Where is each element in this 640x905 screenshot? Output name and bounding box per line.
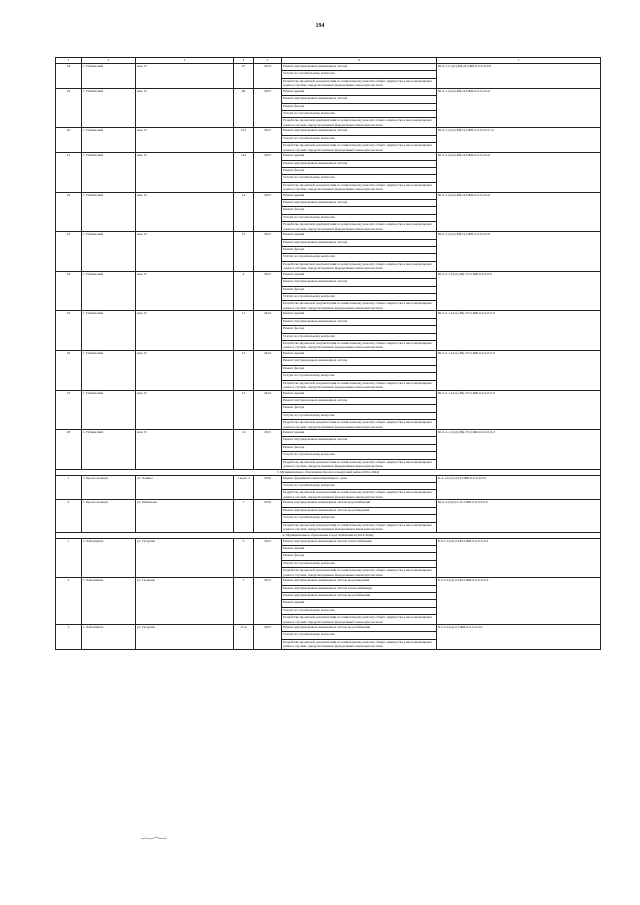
- work-type-cell: Ремонт внутридомовых инженерных систем: [282, 239, 437, 246]
- object-number: 2: [56, 500, 82, 532]
- section-title: 3. Муниципальное образование Красноселькупский район (2014-2044): [56, 469, 601, 475]
- street-cell: мкр 13: [136, 128, 234, 153]
- work-type-cell: Разработка проектной документации по капитальному ремонту общего имущества в многоквартирных домах в случаях, предусмотренных федеральным законодательством: [282, 490, 437, 500]
- work-type-cell: Услуги по строительному контролю: [282, 607, 437, 614]
- year-cell: 2015: [254, 128, 282, 153]
- work-type-cell: Ремонт фасада: [282, 247, 437, 254]
- settlement-cell: г. Губкинский: [82, 192, 136, 232]
- building-code-cell: Ш-3-2-1-С(ат)-Вф-ТЭ-СЖБ-0-0-0-0-0-0: [437, 311, 601, 351]
- street-cell: мкр 13: [136, 153, 234, 193]
- work-type-cell: Ремонт фасада: [282, 365, 437, 372]
- house-number-cell: 11: [234, 311, 254, 351]
- street-cell: мкр 14: [136, 192, 234, 232]
- work-type-cell: Ремонт крыши: [282, 153, 437, 160]
- object-number: 27: [56, 390, 82, 430]
- building-code-cell: Б-5-1-С(ат)-0-ПП-СЖБ-0-0-0-0-0-0: [437, 538, 601, 578]
- work-type-cell: Ремонт фасада: [282, 207, 437, 214]
- work-type-cell: Ремонт крыши: [282, 192, 437, 199]
- work-type-cell: Ремонт внутридомовых инженерных систем водоснабжения: [282, 592, 437, 599]
- year-cell: 2015: [254, 578, 282, 625]
- street-cell: мкр 15: [136, 271, 234, 311]
- year-cell: 2015: [254, 192, 282, 232]
- work-type-cell: Разработка проектной документации по капитальному ремонту общего имущества в многоквартирных домах в случаях, предусмотренных федеральным законодательством: [282, 568, 437, 578]
- object-number: 19: [56, 88, 82, 128]
- work-type-cell: Ремонт внутридомовых инженерных систем водоотведения: [282, 578, 437, 585]
- year-cell: 2015: [254, 232, 282, 272]
- work-type-cell: Ремонт внутридомовых инженерных систем теплоснабжения: [282, 538, 437, 545]
- column-number: 3: [136, 58, 234, 64]
- building-code-cell: Ш-2-3-С(ат)-С-П-СЖБ-0-0-0-0-0-0: [437, 500, 601, 532]
- settlement-cell: г. Губкинский: [82, 128, 136, 153]
- work-type-cell: Разработка проектной документации по капитальному ремонту общего имущества в многоквартирных домах в случаях, предусмотренных федеральным законодательством: [282, 615, 437, 625]
- house-number-cell: 4: [234, 271, 254, 311]
- work-type-cell: Услуги по строительному контролю: [282, 560, 437, 567]
- work-type-cell: Ремонт внутридомовых инженерных систем: [282, 437, 437, 444]
- street-cell: мкр 14: [136, 232, 234, 272]
- work-type-cell: Ремонт фасада: [282, 553, 437, 560]
- work-type-cell: Разработка проектной документации по капитальному ремонту общего имущества в многоквартирных домах в случаях, предусмотренных федеральным законодательством: [282, 459, 437, 469]
- street-cell: ул. Гагарина: [136, 625, 234, 650]
- object-number: 2: [56, 578, 82, 625]
- settlement-cell: г. Лабытнанги: [82, 578, 136, 625]
- settlement-cell: г. Губкинский: [82, 390, 136, 430]
- object-number: 25: [56, 311, 82, 351]
- work-type-cell: Услуги по строительному контролю: [282, 483, 437, 490]
- work-type-cell: Ремонт крыши: [282, 600, 437, 607]
- work-type-cell: Разработка проектной документации по капитальному ремонту общего имущества в многоквартирных домах в случаях, предусмотренных федеральным законодательством: [282, 261, 437, 271]
- building-code-cell: Ш-3-1-С(ат)-Вф-Ц-СЖБ-0-0-0-0-0-С-0: [437, 128, 601, 153]
- street-cell: мкр 15: [136, 311, 234, 351]
- work-type-cell: Разработка проектной документации по капитальному ремонту общего имущества в многоквартирных домах в случаях, предусмотренных федеральным законодательством: [282, 301, 437, 311]
- settlement-cell: г. Лабытнанги: [82, 625, 136, 650]
- work-type-cell: Услуги по строительному контролю: [282, 452, 437, 459]
- column-number: 6: [282, 58, 437, 64]
- settlement-cell: г. Губкинский: [82, 88, 136, 128]
- object-number: 24: [56, 271, 82, 311]
- work-type-cell: Ремонт крыши: [282, 88, 437, 95]
- year-cell: 2015: [254, 625, 282, 650]
- building-code-cell: Ш-3-1-С(ат)-Вф-Ц-СЖБ-0-0-0-0-0-0: [437, 88, 601, 128]
- work-type-cell: Услуги по строительному контролю: [282, 293, 437, 300]
- work-type-cell: Ремонт крыши: [282, 390, 437, 397]
- table-row: [56, 232, 601, 239]
- year-cell: 2015: [254, 153, 282, 193]
- work-type-cell: Услуги по строительному контролю: [282, 214, 437, 221]
- work-type-cell: Разработка проектной документации по капитальному ремонту общего имущества в многоквартирных домах в случаях, предусмотренных федеральным законодательством: [282, 639, 437, 649]
- settlement-cell: г. Губкинский: [82, 64, 136, 89]
- work-type-cell: Ремонт внутридомовых инженерных систем: [282, 279, 437, 286]
- page-number: 194: [315, 23, 325, 29]
- work-type-cell: Услуги по строительному контролю: [282, 515, 437, 522]
- work-type-cell: Ремонт фасада: [282, 167, 437, 174]
- street-cell: мкр 15: [136, 430, 234, 470]
- settlement-cell: с. Красноселькуп: [82, 475, 136, 500]
- year-cell: 2016: [254, 475, 282, 500]
- settlement-cell: г. Губкинский: [82, 350, 136, 390]
- house-number-cell: 7: [234, 578, 254, 625]
- section-title: 4. Муниципальное образование город Лабытнанги (2014-2044): [56, 532, 601, 538]
- settlement-cell: г. Губкинский: [82, 311, 136, 351]
- building-code-cell: К-2-1-С(ат)-0-П-СЖБ-0-0-0-0-0-0: [437, 475, 601, 500]
- work-type-cell: Ремонт фасада: [282, 405, 437, 412]
- table-row: [56, 350, 601, 357]
- object-number: 3: [56, 625, 82, 650]
- street-cell: мкр 13: [136, 88, 234, 128]
- building-code-cell: Ш-3-2-1-С(ат)-Вф-ТЭ-СЖБ-0-0-0-0-0: [437, 271, 601, 311]
- table-row: [56, 430, 601, 437]
- house-number-cell: 14: [234, 192, 254, 232]
- object-number: 23: [56, 232, 82, 272]
- year-cell: 2014: [254, 311, 282, 351]
- work-type-cell: Услуги по строительному контролю: [282, 71, 437, 78]
- work-type-cell: Ремонт внутридомовых инженерных систем: [282, 318, 437, 325]
- settlement-cell: г. Губкинский: [82, 232, 136, 272]
- house-number-cell: 104: [234, 153, 254, 193]
- object-number: 28: [56, 430, 82, 470]
- work-type-cell: Ремонт внутридомовых инженерных систем: [282, 128, 437, 135]
- work-type-cell: Ремонт фасада: [282, 444, 437, 451]
- object-number: 1: [56, 538, 82, 578]
- work-type-cell: Ремонт фасада: [282, 326, 437, 333]
- work-type-cell: Разработка проектной документации по капитальному ремонту общего имущества в многоквартирных домах в случаях, предусмотренных федеральным законодательством: [282, 222, 437, 232]
- work-type-cell: Разработка проектной документации по капитальному ремонту общего имущества в многоквартирных домах в случаях, предусмотренных федеральным законодательством: [282, 380, 437, 390]
- table-row: [56, 192, 601, 199]
- work-type-cell: Разработка проектной документации по капитальному ремонту общего имущества в многоквартирных домах в случаях, предусмотренных федеральным законодательством: [282, 143, 437, 153]
- table-row: [56, 64, 601, 71]
- work-type-cell: Ремонт внутридомовых инженерных систем: [282, 64, 437, 71]
- building-code-cell: Ш-5-1-С(ат)-Вф-Ц-СЖБ-0-0-0-0-0-0: [437, 232, 601, 272]
- work-type-cell: Разработка проектной документации по капитальному ремонту общего имущества в многоквартирных домах в случаях, предусмотренных федеральным законодательством: [282, 118, 437, 128]
- house-number-cell: 15 А: [234, 625, 254, 650]
- work-type-cell: Ремонт крыши: [282, 430, 437, 437]
- work-type-cell: Ремонт фундамента многоквартирного дома: [282, 475, 437, 482]
- year-cell: 2015: [254, 88, 282, 128]
- work-type-cell: Разработка проектной документации по капитальному ремонту общего имущества в многоквартирных домах в случаях, предусмотренных федеральным законодательством: [282, 522, 437, 532]
- table-row: [56, 153, 601, 160]
- house-number-cell: 1 корп. 2: [234, 475, 254, 500]
- work-type-cell: Ремонт крыши: [282, 311, 437, 318]
- work-type-cell: Услуги по строительному контролю: [282, 135, 437, 142]
- column-number: 1: [56, 58, 82, 64]
- work-type-cell: Услуги по строительному контролю: [282, 333, 437, 340]
- settlement-cell: г. Лабытнанги: [82, 538, 136, 578]
- work-type-cell: Ремонт фасада: [282, 103, 437, 110]
- work-type-cell: Ремонт крыши: [282, 232, 437, 239]
- work-type-cell: Разработка проектной документации по капитальному ремонту общего имущества в многоквартирных домах в случаях, предусмотренных федеральным законодательством: [282, 78, 437, 88]
- table-row: [56, 625, 601, 632]
- work-type-cell: Ремонт крыши: [282, 271, 437, 278]
- work-type-cell: Разработка проектной документации по капитальному ремонту общего имущества в многоквартирных домах в случаях, предусмотренных федеральным законодательством: [282, 182, 437, 192]
- year-cell: 2014: [254, 350, 282, 390]
- object-number: 18: [56, 64, 82, 89]
- house-number-cell: 7: [234, 500, 254, 532]
- house-number-cell: 101: [234, 128, 254, 153]
- work-type-cell: Ремонт внутридомовых инженерных систем водоснабжения: [282, 625, 437, 632]
- work-type-cell: Разработка проектной документации по капитальному ремонту общего имущества в многоквартирных домах в случаях, предусмотренных федеральным законодательством: [282, 340, 437, 350]
- building-code-cell: Ш-3-3-С(ат)-Вф-Ц-СЖБ-0-0-0-0-0-0: [437, 192, 601, 232]
- table-row: [56, 88, 601, 95]
- building-code-cell: Ш-3-2-1-С(ат)-Вф-ТЭ-СЖБ-0-0-0-0-0-0: [437, 350, 601, 390]
- house-number-cell: 5: [234, 538, 254, 578]
- work-type-cell: Услуги по строительному контролю: [282, 412, 437, 419]
- house-number-cell: 15: [234, 232, 254, 272]
- work-type-cell: Ремонт внутридомовых инженерных систем водоотведения: [282, 507, 437, 514]
- building-code-cell: Ш-3-2-С(ат)-Вф-Ц-СЖБ-0-0-0-0-0-0: [437, 153, 601, 193]
- work-type-cell: Услуги по строительному контролю: [282, 632, 437, 639]
- table-row: [56, 128, 601, 135]
- work-type-cell: Услуги по строительному контролю: [282, 110, 437, 117]
- year-cell: 2014: [254, 390, 282, 430]
- table-row: [56, 390, 601, 397]
- column-number: 2: [82, 58, 136, 64]
- settlement-cell: с. Красноселькуп: [82, 500, 136, 532]
- settlement-cell: г. Губкинский: [82, 153, 136, 193]
- column-number: 4: [234, 58, 254, 64]
- work-type-cell: Услуги по строительному контролю: [282, 254, 437, 261]
- work-type-cell: Ремонт крыши: [282, 545, 437, 552]
- settlement-cell: г. Губкинский: [82, 271, 136, 311]
- work-type-cell: Ремонт фасада: [282, 286, 437, 293]
- object-number: 21: [56, 153, 82, 193]
- table-body: [56, 58, 601, 650]
- year-cell: 2015: [254, 430, 282, 470]
- house-number-cell: 14: [234, 430, 254, 470]
- capital-repair-register-table: [55, 57, 601, 650]
- street-cell: ул. Гагарина: [136, 538, 234, 578]
- work-type-cell: Ремонт внутридомовых инженерных систем: [282, 200, 437, 207]
- work-type-cell: Ремонт внутридомовых инженерных систем: [282, 358, 437, 365]
- work-type-cell: Разработка проектной документации по капитальному ремонту общего имущества в многоквартирных домах в случаях, предусмотренных федеральным законодательством: [282, 420, 437, 430]
- work-type-cell: Ремонт внутридомовых инженерных систем: [282, 160, 437, 167]
- street-cell: ул. Ленина: [136, 475, 234, 500]
- work-type-cell: Ремонт внутридомовых инженерных систем теплоснабжения: [282, 585, 437, 592]
- object-number: 1: [56, 475, 82, 500]
- street-cell: ул. Гагарина: [136, 578, 234, 625]
- street-cell: мкр 15: [136, 390, 234, 430]
- street-cell: мкр 15: [136, 350, 234, 390]
- column-number: 5: [254, 58, 282, 64]
- year-cell: 2015: [254, 538, 282, 578]
- table-row: [56, 578, 601, 585]
- pen-mark: [140, 835, 168, 841]
- work-type-cell: Ремонт внутридомовых инженерных систем водоснабжения: [282, 500, 437, 507]
- house-number-cell: 99: [234, 88, 254, 128]
- table-row: [56, 271, 601, 278]
- work-type-cell: Услуги по строительному контролю: [282, 373, 437, 380]
- house-number-cell: 12: [234, 350, 254, 390]
- building-code-cell: Б-5-2-С(ат)-0-СЖБ-0-0-0-0-0-0: [437, 625, 601, 650]
- house-number-cell: 97: [234, 64, 254, 89]
- house-number-cell: 13: [234, 390, 254, 430]
- year-cell: 2019: [254, 500, 282, 532]
- street-cell: мкр 13: [136, 64, 234, 89]
- work-type-cell: Услуги по строительному контролю: [282, 175, 437, 182]
- table-row: [56, 500, 601, 507]
- year-cell: 2015: [254, 271, 282, 311]
- work-type-cell: Ремонт внутридомовых инженерных систем: [282, 397, 437, 404]
- work-type-cell: Ремонт внутридомовых инженерных систем: [282, 96, 437, 103]
- table-row: [56, 538, 601, 545]
- building-code-cell: Ш-3-1-С-(ат)-Вф-Ц-СЖБ-0-0-0-0-0-0: [437, 64, 601, 89]
- object-number: 22: [56, 192, 82, 232]
- work-type-cell: Ремонт крыши: [282, 350, 437, 357]
- table-row: [56, 475, 601, 482]
- building-code-cell: Б-5-3-С(ат)-0-ПП-СЖБ-0-0-0-0-0-0: [437, 578, 601, 625]
- year-cell: 2014: [254, 64, 282, 89]
- building-code-cell: Ш-3-2-1-С(ат)-Вф-ТЭ-СЖБ-0-0-0-0-0-0: [437, 390, 601, 430]
- object-number: 20: [56, 128, 82, 153]
- street-cell: ул. Мамонова: [136, 500, 234, 532]
- settlement-cell: г. Губкинский: [82, 430, 136, 470]
- object-number: 26: [56, 350, 82, 390]
- building-code-cell: Ш-3-2-1-С(ат)-Вф-ТЭ-СЖБ-0-0-0-0-0-0: [437, 430, 601, 470]
- column-number: 7: [437, 58, 601, 64]
- table-row: [56, 311, 601, 318]
